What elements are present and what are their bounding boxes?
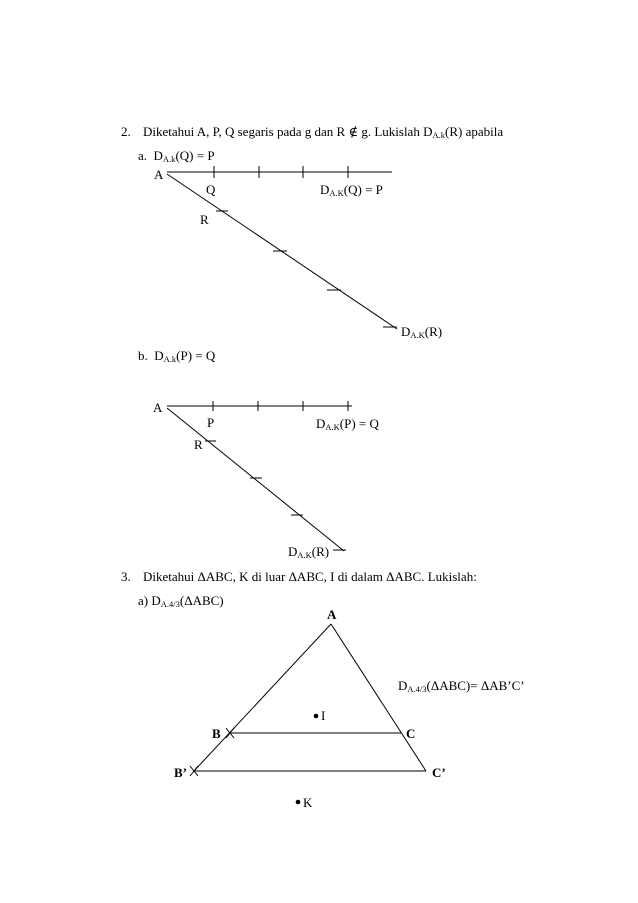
fig-b-label-dr: [288, 545, 329, 560]
fig3-point-i: [314, 714, 319, 719]
q2-subscript: A.k: [432, 130, 445, 140]
fig-a-label-a: A: [154, 167, 164, 182]
part-3a-sub: A.4/3: [160, 599, 180, 609]
q3-number: 3.: [121, 569, 131, 584]
fig3-label-a: A: [327, 607, 337, 622]
part-a-letter: a.: [138, 148, 148, 163]
part-3a-heading: [138, 594, 224, 609]
fig-b-dp-sub: A.K: [325, 422, 340, 432]
fig-b-dp-rest: (P) = Q: [339, 416, 379, 431]
fig-a-label-dq: [320, 183, 383, 198]
q2-number: 2.: [121, 124, 131, 139]
fig-a-label-r: R: [200, 212, 209, 227]
fig-b-dp-d: D: [316, 416, 326, 431]
part-3a-letter: a): [138, 593, 149, 608]
fig-a-dq-sub: A.K: [329, 188, 344, 198]
part-b-heading: [138, 349, 215, 364]
q2-text-c: (R) apabila: [444, 124, 504, 139]
part-3a-rest: (ΔABC): [179, 593, 224, 608]
part-3a-d: D: [151, 593, 161, 608]
fig3-equation: [398, 679, 525, 694]
fig-a-dq-d: D: [320, 182, 330, 197]
fig3-label-b-prime: B’: [174, 765, 187, 780]
fig3-side-ac-prime: [331, 624, 426, 771]
q2-statement: [143, 125, 503, 140]
fig3-label-c: C: [406, 726, 416, 741]
part-a-heading: [138, 149, 215, 164]
part-b-sub: A.k: [163, 354, 177, 364]
fig-b-label-r: R: [194, 437, 203, 452]
fig-a-dr-rest: (R): [424, 324, 443, 339]
fig-a-dq-rest: (Q) = P: [343, 182, 383, 197]
fig3-point-k: [296, 800, 301, 805]
fig3-eq-sub: A.4/3: [407, 684, 427, 694]
fig3-label-k: K: [303, 795, 313, 810]
q2-text-b: g. Lukislah D: [361, 124, 433, 139]
fig-b-label-a: A: [153, 400, 163, 415]
fig3-label-i: I: [321, 708, 326, 723]
fig3-eq-d: D: [398, 678, 408, 693]
fig3-label-b: B: [212, 726, 221, 741]
part-a-rest: (Q) = P: [175, 148, 215, 163]
part-a-sub: A.k: [162, 154, 176, 164]
not-element-symbol: ∉: [348, 124, 359, 139]
part-b-d: D: [154, 348, 164, 363]
fig-b-dr-d: D: [288, 544, 298, 559]
fig-b-label-p: P: [207, 415, 215, 430]
fig3-eq-rest: (ΔABC)= ΔAB’C’: [426, 678, 525, 693]
part-a-d: D: [153, 148, 163, 163]
part-b-letter: b.: [138, 348, 148, 363]
fig-a-label-q: Q: [206, 182, 216, 197]
fig-a-dr-sub: A.K: [410, 330, 425, 340]
fig-a-label-dr: [401, 325, 442, 340]
fig-b-label-dp: [316, 417, 379, 432]
fig3-side-ab-prime: [194, 624, 331, 771]
fig-b-dr-sub: A.K: [297, 550, 312, 560]
fig3-label-c-prime: C’: [432, 765, 446, 780]
q3-statement: Diketahui ΔABC, K di luar ΔABC, I di dalam ΔABC. Lukislah:: [143, 569, 477, 584]
part-b-rest: (P) = Q: [176, 348, 216, 363]
fig-a-dr-d: D: [401, 324, 411, 339]
fig-b-dr-rest: (R): [311, 544, 330, 559]
q2-text-a: Diketahui A, P, Q segaris pada g dan R: [143, 124, 346, 139]
